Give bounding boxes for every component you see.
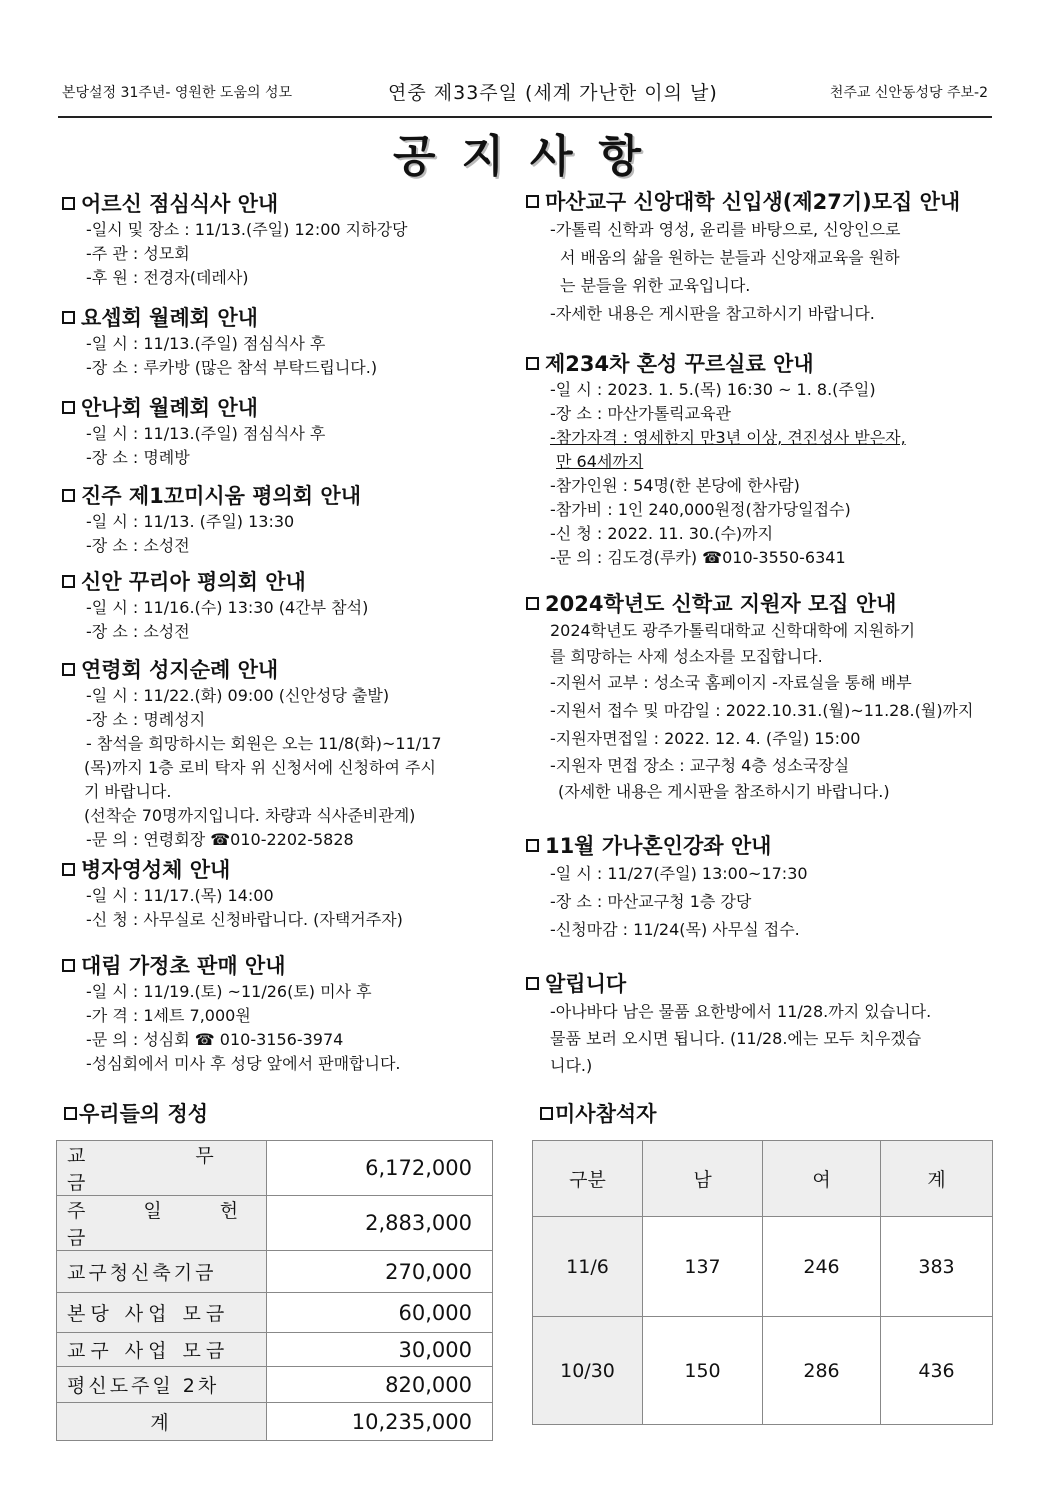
table-row: 교 무 금 6,172,000 <box>57 1141 493 1196</box>
checkbox-icon <box>62 863 75 876</box>
checkbox-icon <box>62 489 75 502</box>
table-header-row: 구분 남 여 계 <box>533 1141 993 1217</box>
checkbox-icon <box>526 977 539 990</box>
checkbox-icon <box>62 401 75 414</box>
table-row: 10/30 150 286 436 <box>533 1317 993 1425</box>
mass-title: 미사참석자 <box>540 1098 656 1128</box>
notice-anna-meeting: 안나회 월례회 안내 -일 시 : 11/13.(주일) 점심식사 후 -장 소 : 명례방 <box>62 392 325 470</box>
checkbox-icon <box>526 839 539 852</box>
checkbox-icon <box>62 663 75 676</box>
checkbox-icon <box>62 197 75 210</box>
notice-senior-lunch: 어르신 점심식사 안내 -일시 및 장소 : 11/13.(주일) 12:00 지하강당 -주 관 : 성모회 -후 원 : 전경자(데레사) <box>62 188 408 290</box>
table-row: 평신도주일 2차 820,000 <box>57 1367 493 1403</box>
checkbox-icon <box>62 575 75 588</box>
offering-title: 우리들의 정성 <box>64 1098 208 1128</box>
page-title: 공지사항 <box>392 131 667 182</box>
notice-curia-meeting: 신안 꾸리아 평의회 안내 -일 시 : 11/16.(수) 13:30 (4간부 참석) -장 소 : 소성전 <box>62 566 368 644</box>
table-row: 교구 사업 모금 30,000 <box>57 1333 493 1367</box>
notice-faith-college: 마산교구 신앙대학 신입생(제27기)모집 안내 -가톨릭 신학과 영성, 윤리를 바탕으로, 신앙인으로 서 배움의 삶을 원하는 분들과 신앙재교육을 원하 는 분들을 위한 교육입니다. -자세한 내용은 게시판을 참고하시기 바랍니다. <box>526 186 960 328</box>
checkbox-icon <box>540 1107 553 1120</box>
table-row: 11/6 137 246 383 <box>533 1217 993 1317</box>
checkbox-icon <box>526 597 539 610</box>
table-row: 계 10,235,000 <box>57 1403 493 1441</box>
notice-joseph-meeting: 요셉회 월례회 안내 -일 시 : 11/13.(주일) 점심식사 후 -장 소 : 루카방 (많은 참석 부탁드립니다.) <box>62 302 377 380</box>
table-row: 주 일 헌 금 2,883,000 <box>57 1196 493 1251</box>
header-center: 연중 제33주일 (세계 가난한 이의 날) <box>388 82 718 104</box>
notice-pilgrimage: 연령회 성지순례 안내 -일 시 : 11/22.(화) 09:00 (신안성당 출발) -장 소 : 명례성지 - 참석을 희망하시는 회원은 오는 11/8(화)~11/17 (목)까지 1층 로비 탁자 위 신청서에 신청하여 주시 기 바랍니다. (선착순 70명까지입니다. 차량과 식사준비관계) -문 의 : 연령회장 ☎010-2202-5828 <box>62 654 442 852</box>
notice-jinju-comitium: 진주 제1꼬미시움 평의회 안내 -일 시 : 11/13. (주일) 13:30 -장 소 : 소성전 <box>62 480 361 558</box>
offering-table <box>56 1140 493 1441</box>
mass-attendance-table <box>532 1140 993 1425</box>
page-header <box>58 78 992 118</box>
checkbox-icon <box>64 1107 77 1120</box>
notice-announcement: 알립니다 -아나바다 남은 물품 요한방에서 11/28.까지 있습니다. 물품 보러 오시면 됩니다. (11/28.에는 모두 치우겠습 니다.) <box>526 968 931 1079</box>
notice-cursillo: 제234차 혼성 꾸르실료 안내 -일 시 : 2023. 1. 5.(목) 16:30 ~ 1. 8.(주일) -장 소 : 마산가톨릭교육관 -참가자격 : 영세한지 만3년 이상, 견진성사 받은자, 만 64세까지 -참가인원 : 54명(한 본당에 한사람) -참가비 : 1인 240,000원정(참가당일접수) -신 청 : 2022. 11. 30.(수)까지 -문 의 : 김도경(루카) ☎010-3550-6341 <box>526 348 906 570</box>
notice-sick-communion: 병자영성체 안내 -일 시 : 11/17.(목) 14:00 -신 청 : 사무실로 신청바랍니다. (자택거주자) <box>62 854 403 932</box>
checkbox-icon <box>526 357 539 370</box>
header-right: 천주교 신안동성당 주보-2 <box>829 85 988 101</box>
table-row: 교구청신축기금 270,000 <box>57 1251 493 1293</box>
checkbox-icon <box>62 959 75 972</box>
checkbox-icon <box>62 311 75 324</box>
notice-advent-candle: 대림 가정초 판매 안내 -일 시 : 11/19.(토) ~11/26(토) 미사 후 -가 격 : 1세트 7,000원 -문 의 : 성심회 ☎ 010-3156-3974 -성심회에서 미사 후 성당 앞에서 판매합니다. <box>62 950 401 1076</box>
notice-seminary: 2024학년도 신학교 지원자 모집 안내 2024학년도 광주가톨릭대학교 신학대학에 지원하기 를 희망하는 사제 성소자를 모집합니다. -지원서 교부 : 성소국 홈페이지 -자료실을 통해 배부 -지원서 접수 및 마감일 : 2022.10.31.(월)~11.28.(월)까지 -지원자면접일 : 2022. 12. 4. (주일) 15:00 -지원자 면접 장소 : 교구청 4층 성소국장실 (자세한 내용은 게시판을 참조하시기 바랍니다.) <box>526 588 973 805</box>
header-left: 본당설정 31주년- 영원한 도움의 성모 <box>62 85 293 101</box>
checkbox-icon <box>526 195 539 208</box>
table-row: 본당 사업 모금 60,000 <box>57 1293 493 1333</box>
notice-marriage-course: 11월 가나혼인강좌 안내 -일 시 : 11/27(주일) 13:00~17:30 -장 소 : 마산교구청 1층 강당 -신청마감 : 11/24(목) 사무실 접수. <box>526 830 808 944</box>
